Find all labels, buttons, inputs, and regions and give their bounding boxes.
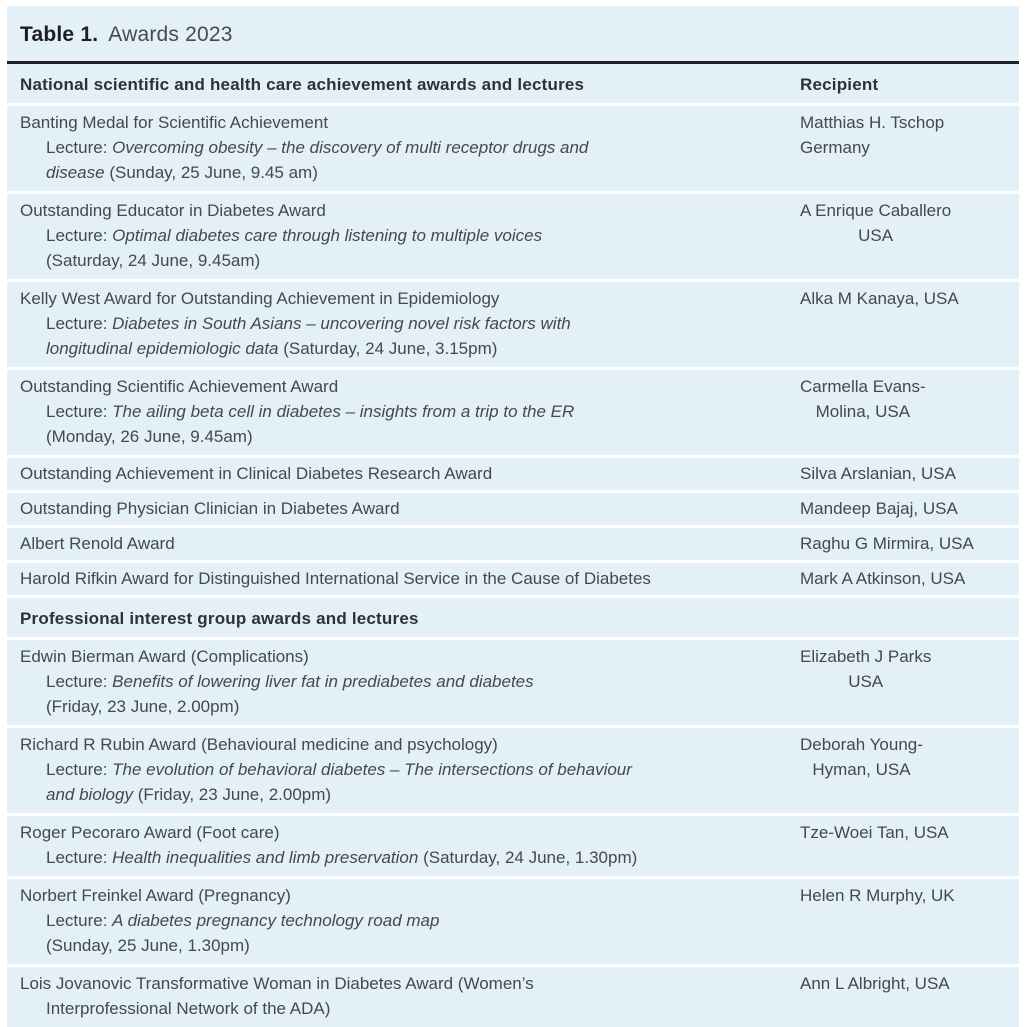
recipient-line: Ann L Albright, USA (800, 974, 950, 993)
table-row (7, 490, 1019, 525)
lecture-line (20, 782, 792, 807)
recipient-line: Silva Arslanian, USA (800, 464, 956, 483)
award-cell (7, 531, 800, 556)
lecture-line (20, 248, 792, 273)
recipient-cell (800, 461, 1019, 486)
recipient-cell (800, 110, 1019, 160)
table-title (7, 6, 1019, 61)
award-title-line (20, 732, 792, 757)
lecture-title-text: and biology (46, 785, 133, 804)
award-text: Richard R Rubin Award (Behavioural medicine and psychology) (20, 735, 498, 754)
recipient-name (800, 110, 944, 160)
award-title-line (20, 198, 792, 223)
award-cell (7, 732, 800, 807)
recipient-line: Mark A Atkinson, USA (800, 569, 966, 588)
recipient-cell (800, 644, 1019, 694)
award-text: Outstanding Achievement in Clinical Diabetes Research Award (20, 464, 493, 483)
recipient-cell (800, 286, 1019, 311)
table-caption: Awards 2023 (108, 23, 233, 46)
recipient-cell (800, 883, 1019, 908)
recipient-line: USA (858, 226, 894, 245)
award-title-line (20, 531, 792, 556)
recipient-line: Deborah Young- (800, 735, 923, 754)
lecture-line (20, 399, 792, 424)
table-number-label: Table 1. (20, 23, 99, 46)
award-text: Albert Renold Award (20, 534, 175, 553)
table-row (7, 279, 1019, 367)
table-row (7, 813, 1019, 876)
lecture-line (20, 669, 792, 694)
lecture-line (20, 694, 792, 719)
award-cell (7, 110, 800, 185)
recipient-line: Matthias H. Tschop (800, 113, 945, 132)
lecture-line (20, 908, 792, 933)
recipient-name (800, 286, 959, 311)
recipient-name (800, 496, 958, 521)
lecture-line (20, 757, 792, 782)
lecture-line (20, 135, 792, 160)
award-text: (Friday, 23 June, 2.00pm) (132, 785, 332, 804)
recipient-cell (800, 374, 1019, 424)
recipient-name (800, 883, 955, 908)
award-text: (Saturday, 24 June, 9.45am) (46, 251, 261, 270)
lecture-title-text: Overcoming obesity – the discovery of multi receptor drugs and (112, 138, 589, 157)
lecture-line (20, 160, 792, 185)
award-title-line (20, 566, 792, 591)
award-text: Outstanding Scientific Achievement Award (20, 377, 339, 396)
lecture-line (20, 845, 792, 870)
award-title-line (20, 883, 792, 908)
award-text: Lois Jovanovic Transformative Woman in Diabetes Award (Women’s (20, 974, 534, 993)
award-cell (7, 198, 800, 273)
award-text: Roger Pecoraro Award (Foot care) (20, 823, 280, 842)
recipient-line: Helen R Murphy, UK (800, 886, 955, 905)
recipient-name (800, 198, 951, 248)
table-row (7, 191, 1019, 279)
award-cell (7, 883, 800, 958)
lecture-line (20, 424, 792, 449)
lecture-title-text: Optimal diabetes care through listening to multiple voices (112, 226, 543, 245)
section-header-label: Professional interest group awards and lectures (20, 609, 419, 628)
award-text: (Saturday, 24 June, 1.30pm) (418, 848, 638, 867)
award-text: Lecture: (46, 848, 113, 867)
award-title-line (20, 374, 792, 399)
award-title-line (20, 110, 792, 135)
recipient-line: Mandeep Bajaj, USA (800, 499, 958, 518)
section-header-row (7, 595, 1019, 637)
recipient-name (800, 820, 949, 845)
award-cell (7, 820, 800, 870)
award-text: (Monday, 26 June, 9.45am) (46, 427, 253, 446)
lecture-line (20, 996, 792, 1021)
award-title-line (20, 461, 792, 486)
recipient-name (800, 566, 965, 591)
award-text: Interprofessional Network of the ADA) (46, 999, 331, 1018)
table-row (7, 367, 1019, 455)
recipient-name (800, 971, 950, 996)
table-row (7, 964, 1019, 1027)
recipient-line: Raghu G Mirmira, USA (800, 534, 974, 553)
table-row (7, 525, 1019, 560)
table-body (7, 64, 1019, 1027)
lecture-title-text: Health inequalities and limb preservation (112, 848, 419, 867)
award-text: Norbert Freinkel Award (Pregnancy) (20, 886, 291, 905)
award-text: Banting Medal for Scientific Achievement (20, 113, 329, 132)
recipient-cell (800, 971, 1019, 996)
recipient-line: Carmella Evans- (800, 377, 926, 396)
award-title-line (20, 820, 792, 845)
recipient-name (800, 732, 923, 782)
recipient-cell (800, 732, 1019, 782)
recipient-cell (800, 566, 1019, 591)
lecture-line (20, 336, 792, 361)
recipient-cell (800, 496, 1019, 521)
lecture-title-text: longitudinal epidemiologic data (46, 339, 279, 358)
award-text: Outstanding Educator in Diabetes Award (20, 201, 326, 220)
award-cell (7, 461, 800, 486)
recipient-cell (800, 198, 1019, 248)
table-row (7, 455, 1019, 490)
table-row (7, 637, 1019, 725)
recipient-line: Molina, USA (815, 402, 911, 421)
recipient-line: USA (848, 672, 884, 691)
section-header-label: National scientific and health care achievement awards and lectures (20, 75, 585, 94)
award-title-line (20, 496, 792, 521)
recipient-line: Germany (800, 138, 870, 157)
award-text: Lecture: (46, 402, 113, 421)
award-cell (7, 374, 800, 449)
award-title-line (20, 971, 792, 996)
lecture-line (20, 223, 792, 248)
awards-table (7, 6, 1019, 1027)
award-text: (Friday, 23 June, 2.00pm) (46, 697, 240, 716)
award-title-line (20, 286, 792, 311)
table-row (7, 725, 1019, 813)
recipient-column-header: Recipient (800, 75, 879, 94)
award-text: Lecture: (46, 314, 113, 333)
table-row (7, 560, 1019, 595)
award-cell (7, 644, 800, 719)
recipient-cell (800, 820, 1019, 845)
lecture-title-text: The evolution of behavioral diabetes – The intersections of behaviour (112, 760, 632, 779)
lecture-title-text: Diabetes in South Asians – uncovering novel risk factors with (112, 314, 571, 333)
recipient-line: Tze-Woei Tan, USA (800, 823, 949, 842)
lecture-title-text: A diabetes pregnancy technology road map (112, 911, 440, 930)
lecture-title-text: Benefits of lowering liver fat in prediabetes and diabetes (112, 672, 534, 691)
recipient-name (800, 461, 956, 486)
recipient-line: Alka M Kanaya, USA (800, 289, 959, 308)
award-text: (Sunday, 25 June, 1.30pm) (46, 936, 250, 955)
recipient-line: Elizabeth J Parks (800, 647, 932, 666)
lecture-title-text: The ailing beta cell in diabetes – insights from a trip to the ER (112, 402, 575, 421)
award-cell (7, 971, 800, 1021)
award-text: Lecture: (46, 911, 113, 930)
recipient-name (800, 374, 926, 424)
award-title-line (20, 644, 792, 669)
award-text: Outstanding Physician Clinician in Diabetes Award (20, 499, 400, 518)
award-cell (7, 496, 800, 521)
award-text: Kelly West Award for Outstanding Achievement in Epidemiology (20, 289, 500, 308)
lecture-line (20, 311, 792, 336)
award-text: (Saturday, 24 June, 3.15pm) (278, 339, 498, 358)
recipient-name (800, 644, 931, 694)
table-row (7, 103, 1019, 191)
recipient-line: A Enrique Caballero (800, 201, 952, 220)
award-text: Lecture: (46, 138, 113, 157)
recipient-cell (800, 531, 1019, 556)
section-header-row (7, 64, 1019, 103)
award-text: (Sunday, 25 June, 9.45 am) (104, 163, 318, 182)
award-text: Harold Rifkin Award for Distinguished International Service in the Cause of Diabetes (20, 569, 651, 588)
award-text: Lecture: (46, 672, 113, 691)
award-text: Lecture: (46, 226, 113, 245)
award-cell (7, 566, 800, 591)
recipient-name (800, 531, 974, 556)
recipient-line: Hyman, USA (812, 760, 911, 779)
lecture-line (20, 933, 792, 958)
award-cell (7, 286, 800, 361)
award-text: Lecture: (46, 760, 113, 779)
award-text: Edwin Bierman Award (Complications) (20, 647, 309, 666)
lecture-title-text: disease (46, 163, 105, 182)
table-row (7, 876, 1019, 964)
